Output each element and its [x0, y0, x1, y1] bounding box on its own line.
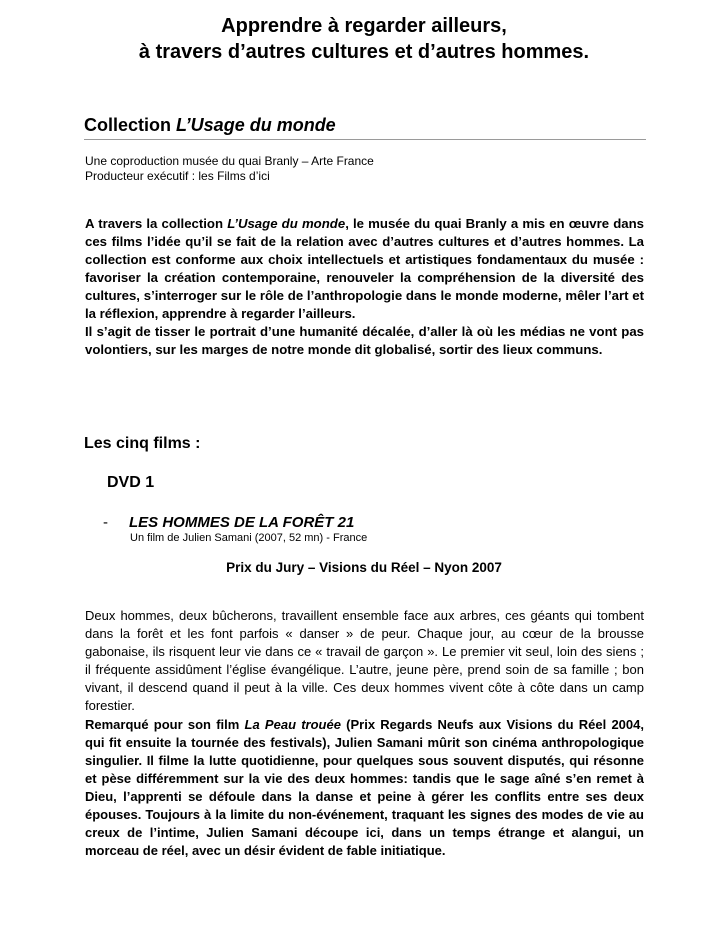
coproduction-line: Une coproduction musée du quai Branly – Arte France [85, 154, 374, 168]
coproduction-info [85, 154, 625, 184]
film-synopsis: Deux hommes, deux bûcherons, travaillent ensemble face aux arbres, ces géants qui tombent dans la forêt et les font parfois « danser » de peur. Chaque jour, au cœur de la brousse gabonaise, ils risquent leur vie dans ce « travail de garçon ». Le premier vit seul, loin des siens ; il fréquente assidûment l’église évangélique. L’autre, jeune père, prend soin de sa famille ; bon vivant, il descend quand il peut à la ville. Ces deux hommes vivent côte à côte dans un camp forestier. [85, 608, 644, 713]
collection-prefix: Collection [84, 115, 177, 135]
film-title-text: LES HOMMES DE LA FORÊT 21 [129, 514, 355, 531]
film-title [103, 513, 354, 532]
title-line-2: à travers d’autres cultures et d’autres hommes. [138, 41, 590, 63]
intro-p1-start: A travers la collection [85, 216, 228, 231]
film-prize: Prix du Jury – Visions du Réel – Nyon 2007 [226, 560, 502, 575]
collection-heading [84, 114, 646, 140]
intro-paragraph-1 [85, 215, 644, 323]
films-heading: Les cinq films : [84, 435, 201, 452]
intro-paragraph-2: Il s’agit de tisser le portrait d’une humanité décalée, d’aller là où les médias ne vont pas volontiers, sur les marges de notre monde dit globalisé, sortir des lieux communs. [85, 324, 644, 357]
remark-start: Remarqué pour son film [85, 717, 245, 732]
film-credit: Un film de Julien Samani (2007, 52 mn) - France [130, 532, 368, 544]
remark-film-name: La Peau trouée [244, 717, 341, 732]
intro-p1-end: , le musée du quai Branly a mis en œuvre dans ces films l’idée qu’il se fait de la relation avec d’autres cultures et d’autres hommes. La collection est conforme aux choix intellectuels et artistiques fondamentaux du musée : favoriser la création contemporaine, renouveler la compréhension de la diversité des cultures, s’interroger sur le rôle de l’anthropologie dans le monde moderne, mêler l’art et la réflexion, apprendre à regarder l’ailleurs. [85, 216, 644, 321]
title-line-1: Apprendre à regarder ailleurs, [221, 15, 507, 37]
remark-end: (Prix Regards Neufs aux Visions du Réel 2004, qui fit ensuite la tournée des festivals), Julien Samani mûrit son cinéma anthropologique singulier. Il filme la lutte quotidienne, pour quelques sous souvent disputés, qui résonne et pèse différemment sur la vie des deux hommes: tandis que le sage aîné s’en remet à Dieu, l’apprenti se défoule dans la danse et peine à gérer les conflits entre ses deux épouses. Toujours à la limite du non-événement, traquant les signes des modes de vie au creux de l’intime, Julien Samani découpe ici, dans un temps étrange et alangui, un morceau de réel, avec un désir évident de fable initiatique. [85, 717, 644, 858]
page-title [0, 13, 728, 65]
list-dash: - [103, 514, 108, 531]
collection-name: L’Usage du monde [176, 115, 336, 135]
dvd-label: DVD 1 [107, 474, 155, 491]
intro-text [85, 215, 644, 359]
film-remark [85, 716, 644, 860]
producer-line: Producteur exécutif : les Films d’ici [85, 169, 270, 183]
intro-p1-collection-name: L’Usage du monde [227, 216, 346, 231]
